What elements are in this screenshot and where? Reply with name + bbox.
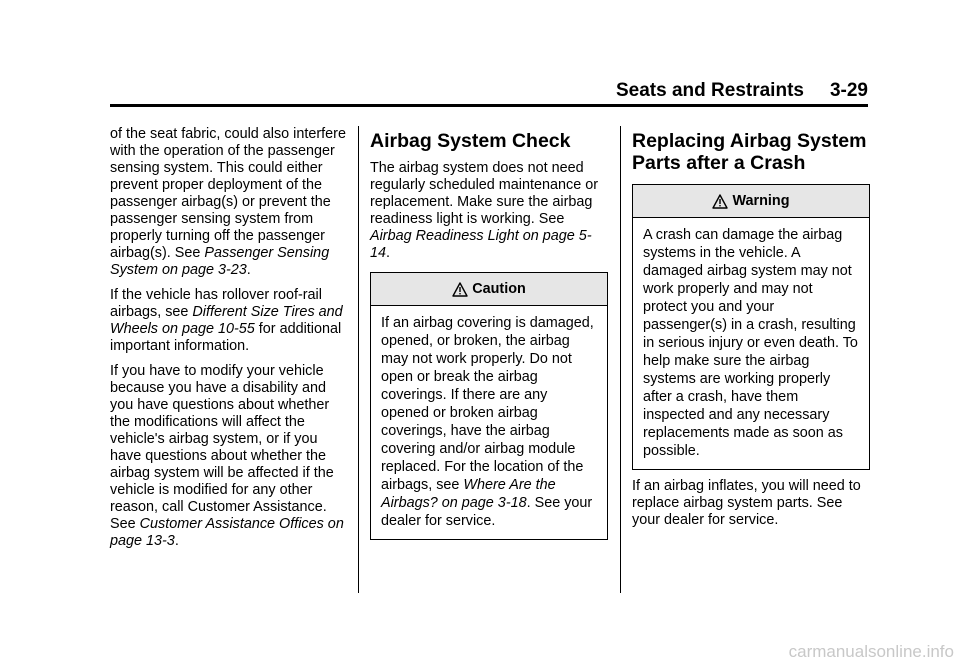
link-customer-assistance[interactable]: Customer Assistance Offices on page 13-3 — [110, 516, 344, 549]
warning-triangle-icon — [712, 194, 728, 209]
paragraph-airbag-inflates: If an airbag inflates, you will need to replace airbag system parts. See your dealer for service. — [632, 478, 861, 528]
paragraph-modify-vehicle: If you have to modify your vehicle because you have a disability and you have questions about whether the modifications will affect the vehicle's airbag system, or if you have questions about whether the airbag system will be affected if the vehicle is modified for any other reason, call Customer Assistance. See Customer Assistance Offices on page 13-3. — [110, 363, 344, 549]
caution-header — [371, 273, 607, 306]
heading-airbag-system-check: Airbag System Check — [370, 130, 571, 152]
caution-box — [370, 272, 608, 540]
heading-replacing-parts: Replacing Airbag System Parts after a Crash — [632, 130, 867, 174]
column-2 — [370, 126, 608, 548]
warning-body: A crash can damage the airbag systems in the vehicle. A damaged airbag system may not work properly and may not protect you and your passenger(s) in a crash, resulting in serious injury or even death. To help make sure the airbag systems are working properly after a crash, have them inspected and any necessary replacements made as soon as possible. — [643, 227, 858, 459]
column-3 — [632, 126, 870, 537]
warning-triangle-icon — [452, 282, 468, 297]
column-divider-2 — [620, 126, 621, 593]
warning-box — [632, 184, 870, 470]
section-title: Seats and Restraints — [616, 80, 804, 101]
link-readiness-light[interactable]: Airbag Readiness Light on page 5-14 — [370, 228, 592, 261]
paragraph-rollover: If the vehicle has rollover roof-rail airbags, see Different Size Tires and Wheels on page 10-55 for additional important information. — [110, 287, 343, 354]
caution-body: If an airbag covering is damaged, opened, or broken, the airbag may not work properly. Do not open or break the airbag coverings. If there are any opened or broken airbag coverings, have the airbag covering and/or airbag module replaced. For the location of the airbags, see Where Are the Airbags? on page 3-18. See your dealer for service. — [381, 315, 594, 529]
link-where-are-airbags[interactable]: Where Are the Airbags? on page 3-18 — [381, 477, 556, 511]
column-divider-1 — [358, 126, 359, 593]
link-passenger-sensing[interactable]: Passenger Sensing System on page 3-23 — [110, 245, 330, 278]
page-header — [110, 80, 868, 102]
paragraph-airbag-check: The airbag system does not need regularly scheduled maintenance or replacement. Make sure the airbag readiness light is working. See Airbag Readiness Light on page 5-14. — [370, 160, 598, 261]
warning-label: Warning — [732, 193, 790, 209]
warning-header — [633, 185, 869, 218]
column-1 — [110, 126, 346, 558]
paragraph-passenger-sensing: of the seat fabric, could also interfere with the operation of the passenger sensing system. This could either prevent proper deployment of the passenger airbag(s) or prevent the passenger sensing system from properly turning off the passenger airbag(s). See Passenger Sensing System on page 3-23. — [110, 126, 346, 278]
page-number: 3-29 — [829, 80, 868, 101]
link-tires-wheels[interactable]: Different Size Tires and Wheels on page 10-55 — [110, 304, 343, 337]
caution-label: Caution — [472, 281, 526, 297]
header-rule — [110, 104, 868, 107]
watermark: carmanualsonline.info — [788, 642, 954, 661]
